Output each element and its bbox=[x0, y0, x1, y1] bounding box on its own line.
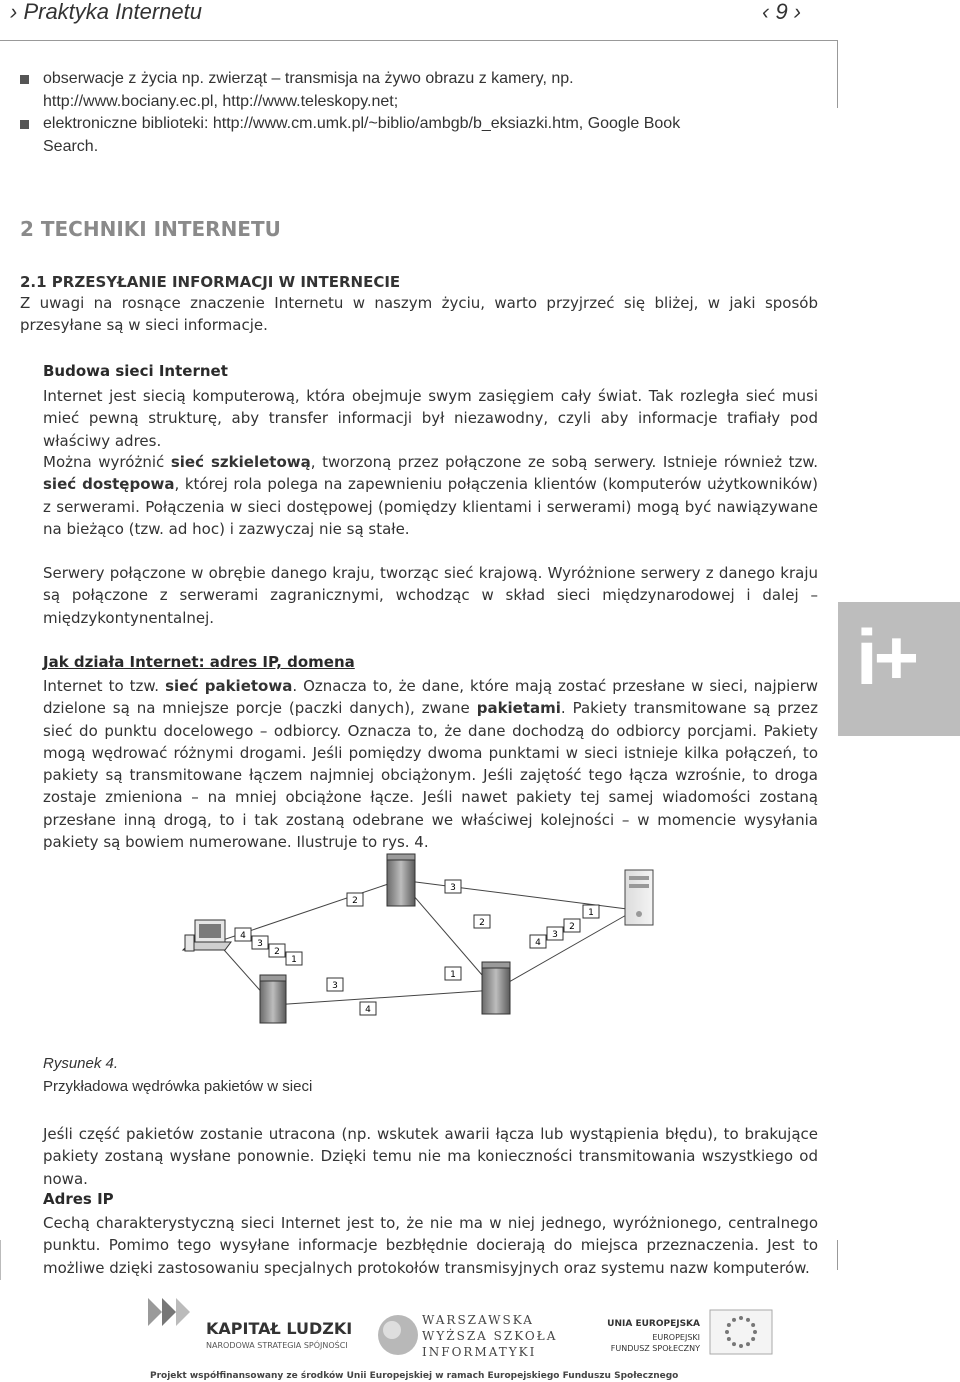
packet-box bbox=[269, 944, 285, 957]
packet-number: 1 bbox=[291, 955, 297, 965]
term-siec-szkieletowa: sieć szkieletową bbox=[170, 453, 311, 471]
destination-server-icon bbox=[625, 870, 653, 925]
eu-star-icon bbox=[727, 1323, 731, 1327]
term-siec-dostepowa: sieć dostępowa bbox=[43, 475, 175, 494]
packet-number: 2 bbox=[274, 947, 280, 957]
packet-box bbox=[252, 936, 268, 949]
packet-number: 3 bbox=[450, 883, 456, 893]
packet-box bbox=[286, 952, 302, 965]
list-item-text: obserwacje z życia np. zwierząt – transmisja na żywo obrazu z kamery, np. http://www.bociany.ec.pl, http://www.teleskopy.net; bbox=[43, 70, 574, 110]
budowa-paragraph-3: Serwery połączone w obrębie danego kraju, tworząc sieć krajową. Wyróżnione serwery z danego kraju są połączone z serwerami zagranicznymi, wchodząc w skład sieci międzynarodowej i dalej – międzykontynentalnej. bbox=[43, 564, 818, 627]
budowa-paragraph-2 bbox=[43, 451, 818, 540]
eu-star-icon bbox=[732, 1342, 736, 1346]
eu-line-3: FUNDUSZ SPOŁECZNY bbox=[610, 1344, 700, 1353]
kl-title: KAPITAŁ LUDZKI bbox=[206, 1319, 353, 1338]
page-number: ‹ 9 › bbox=[762, 0, 802, 24]
eu-star-icon bbox=[732, 1318, 736, 1322]
packet-number: 2 bbox=[569, 922, 575, 932]
list-item bbox=[20, 68, 720, 113]
school-line-2: WYŻSZA SZKOŁA bbox=[422, 1329, 558, 1343]
section-heading: 2 TECHNIKI INTERNETU bbox=[20, 217, 281, 241]
eu-star-icon bbox=[746, 1342, 750, 1346]
figure-caption-text: Przykładowa wędrówka pakietów w sieci bbox=[43, 1078, 313, 1095]
text-run: . Pakiety transmitowane są przez sieć do punktu docelowego – odbiorcy. Oznacza to, że dane dochodzą do odbiorcy porcjami. Pakiety mogą wędrować różnymi drogami. Jeśli pomiędzy dwoma punktami w sieci istnieje kilka połączeń, to pakiety są transmitowane łączem najmniej obciążonym. Jeśli zajętość tego łącza wzrośnie, to droga zostaje zmieniona – na mniej obciążone łącze. Jeśli nawet pakiety tej samej wiadomości zostaną przesłane inną drogą, to i tak zostaną odebrane we właściwej kolejności – w momencie wysyłania pakiety są bowiem numerowane. Ilustruje to rys. 4. bbox=[43, 699, 818, 852]
margin-rule-top bbox=[837, 40, 838, 108]
text-run: Internet to tzw. bbox=[43, 677, 166, 695]
server-tower-icon bbox=[260, 975, 286, 1023]
figure-caption-number: Rysunek 4. bbox=[43, 1055, 119, 1072]
packet-number: 3 bbox=[257, 939, 263, 949]
eu-star-icon bbox=[727, 1337, 731, 1341]
text-run: . Oznacza to, że dane, które mają zostać przesłane w sieci, najpierw dzielone są na mniejsze porcje (paczki danych), zwane bbox=[43, 677, 819, 718]
kl-subtitle: NARODOWA STRATEGIA SPÓJNOŚCI bbox=[206, 1341, 348, 1350]
network-link bbox=[273, 990, 495, 1005]
eu-star-icon bbox=[753, 1330, 757, 1334]
packet-box bbox=[474, 915, 490, 928]
packet-box bbox=[530, 935, 546, 948]
packet-number: 2 bbox=[479, 918, 485, 928]
square-bullet-icon bbox=[20, 75, 29, 84]
packet-box bbox=[564, 919, 580, 932]
text-run: , której rola polega na zapewnieniu połączenia klientów (komputerów użytkowników) z serwerami. Połączenia w sieci dostępowej (pomiędzy klientami i serwerami) mogą być nawiązywane na bieżąco (tzw. ad hoc) i zazwyczaj nie są stałe. bbox=[43, 475, 818, 538]
bullet-list bbox=[20, 68, 720, 158]
eu-star-icon bbox=[751, 1337, 755, 1341]
list-item-text: elektroniczne biblioteki: http://www.cm.umk.pl/~biblio/ambgb/b_eksiazki.htm, Google Book Search. bbox=[43, 115, 681, 155]
eu-line-2: EUROPEJSKI bbox=[652, 1333, 700, 1342]
packet-box bbox=[235, 928, 251, 941]
packet-number: 1 bbox=[588, 908, 594, 918]
subsection-heading: 2.1 PRZESYŁANIE INFORMACJI W INTERNECIE bbox=[20, 273, 401, 291]
eu-line-1: UNIA EUROPEJSKA bbox=[607, 1319, 700, 1329]
eu-star-icon bbox=[746, 1318, 750, 1322]
header-title: › Praktyka Internetu bbox=[10, 0, 202, 24]
kapital-ludzki-logo bbox=[148, 1298, 352, 1350]
budowa-heading: Budowa sieci Internet bbox=[43, 362, 228, 380]
eu-star-icon bbox=[751, 1323, 755, 1327]
packet-number: 4 bbox=[240, 931, 246, 941]
eu-star-icon bbox=[739, 1316, 743, 1320]
text-run: , tworzoną przez połączone ze sobą serwery. Istnieje również tzw. bbox=[310, 453, 818, 471]
network-link bbox=[400, 880, 635, 910]
term-pakiety: pakietami bbox=[476, 699, 561, 718]
packet-box bbox=[347, 893, 363, 906]
eu-star-icon bbox=[739, 1344, 743, 1348]
packet-number: 4 bbox=[535, 938, 541, 948]
jak-heading: Jak działa Internet: adres IP, domena bbox=[43, 653, 355, 671]
client-computer-icon bbox=[183, 920, 231, 951]
eu-logo bbox=[607, 1310, 772, 1354]
square-bullet-icon bbox=[20, 120, 29, 129]
packet-box bbox=[327, 978, 343, 991]
adres-heading: Adres IP bbox=[43, 1190, 114, 1208]
sidebar-badge bbox=[838, 602, 960, 736]
term-siec-pakietowa: sieć pakietowa bbox=[165, 677, 293, 695]
packet-number: 2 bbox=[352, 896, 358, 906]
header-rule bbox=[0, 40, 838, 41]
page-header bbox=[0, 0, 960, 40]
wwsi-logo bbox=[378, 1313, 557, 1359]
packet-number: 4 bbox=[365, 1005, 371, 1015]
text-run: Można wyróżnić bbox=[43, 453, 171, 471]
school-line-1: WARSZAWSKA bbox=[422, 1313, 534, 1327]
lost-packets-paragraph: Jeśli część pakietów zostanie utracona (np. wskutek awarii łącza lub wystąpienia błędu), to brakujące pakiety zostaną wysłane ponownie. Dzięki temu nie ma konieczności transmitowania wszystkiego od nowa. bbox=[43, 1125, 818, 1188]
packet-number: 1 bbox=[450, 970, 456, 980]
list-item bbox=[20, 113, 720, 158]
budowa-paragraph-1: Internet jest siecią komputerową, która obejmuje swym zasięgiem cały świat. Tak rozległa sieć musi mieć pewną strukturę, aby transfer informacji był niezawodny, czyli aby informacje trafiały pod właściwy adres. bbox=[43, 387, 818, 450]
cofinancing-note: Projekt współfinansowany ze środków Unii Europejskiej w ramach Europejskiego Funduszu Społecznego bbox=[150, 1371, 679, 1381]
packet-number: 3 bbox=[332, 981, 338, 991]
left-margin-mark bbox=[0, 1240, 1, 1280]
packet-routing-figure bbox=[175, 850, 670, 1025]
footer-logos bbox=[140, 1290, 880, 1382]
school-line-3: INFORMATYKI bbox=[422, 1345, 537, 1359]
packet-box bbox=[360, 1002, 376, 1015]
jak-paragraph bbox=[43, 675, 818, 853]
margin-rule-bottom bbox=[837, 1240, 838, 1270]
server-tower-icon bbox=[482, 962, 510, 1014]
packet-box bbox=[445, 880, 461, 893]
packet-box bbox=[583, 905, 599, 918]
server-tower-icon bbox=[387, 854, 415, 906]
adres-paragraph: Cechą charakterystyczną sieci Internet jest to, że nie ma w niej jednego, wyróżnionego, centralnego punktu. Pomimo tego wysyłane informacje bezbłędnie docierają do miejsca przeznaczenia. Jest to możliwe dzięki zastosowaniu specjalnych protokołów transmisyjnych oraz systemu nazw komputerów. bbox=[43, 1214, 818, 1277]
packet-box bbox=[445, 967, 461, 980]
packet-box bbox=[547, 927, 563, 940]
sidebar-badge-label: i+ bbox=[856, 613, 916, 701]
intro-paragraph: Z uwagi na rosnące znaczenie Internetu w naszym życiu, warto przyjrzeć się bliżej, w jaki sposób przesyłane są w sieci informacje. bbox=[20, 294, 818, 335]
packet-number: 3 bbox=[552, 930, 558, 940]
eu-star-icon bbox=[725, 1330, 729, 1334]
